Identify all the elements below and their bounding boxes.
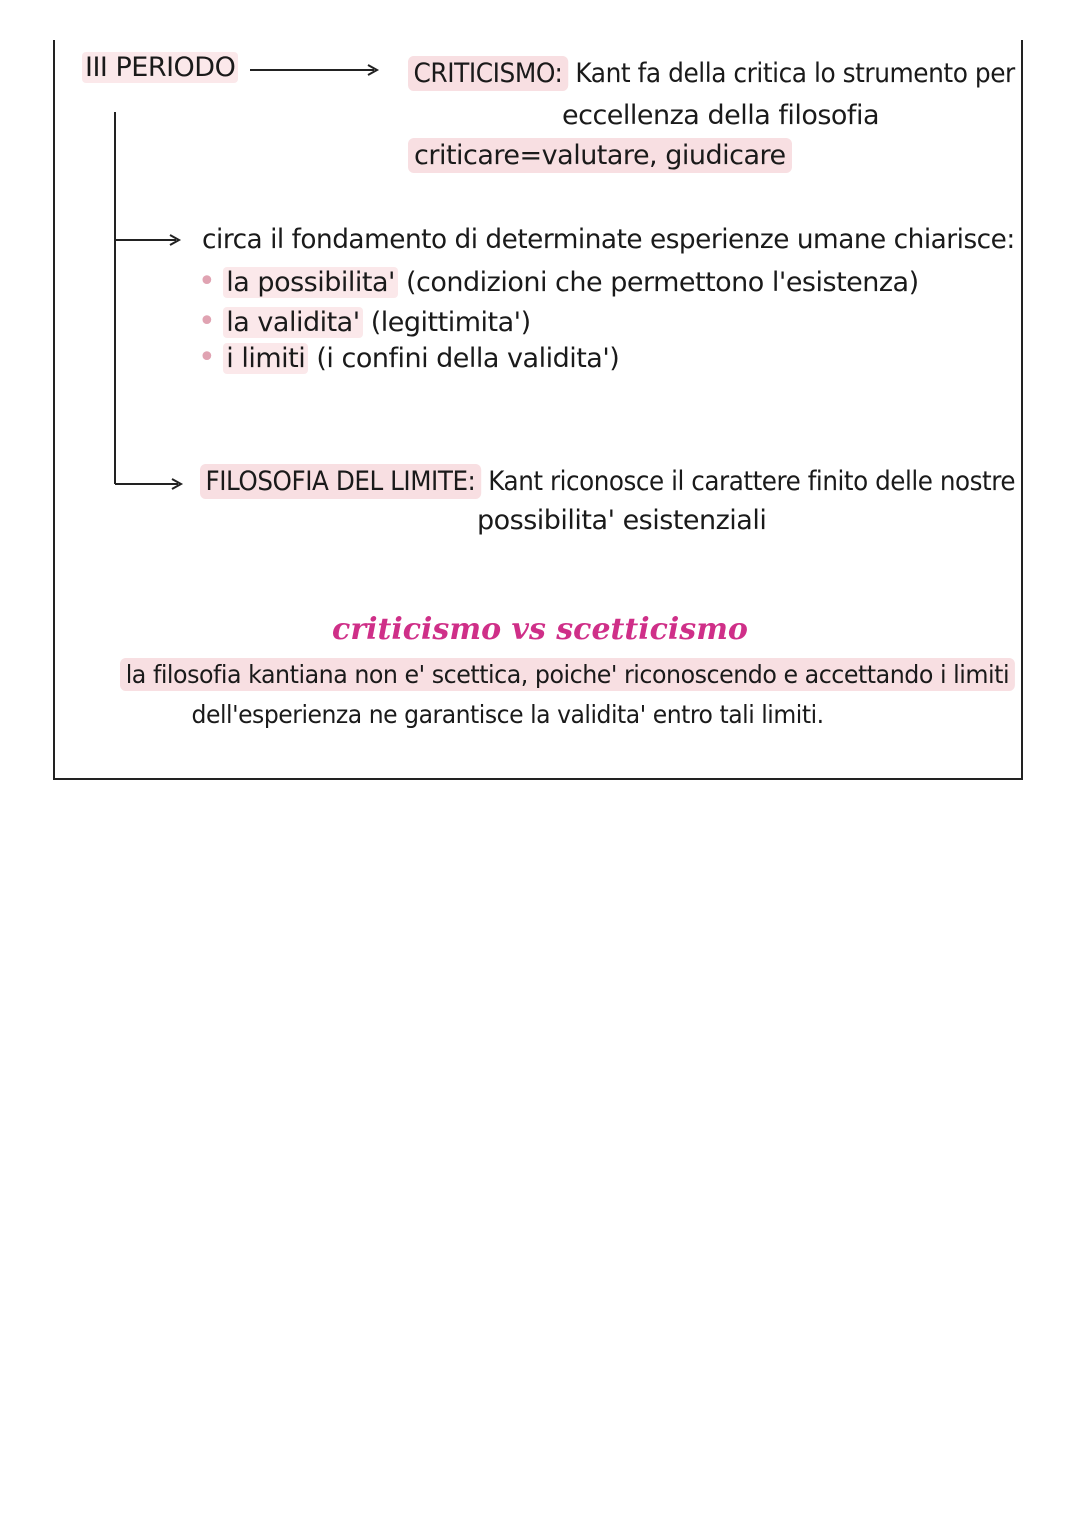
limite-line1: [200, 466, 1015, 497]
fondamento-intro: circa il fondamento di determinate esperienze umane chiarisce:: [202, 224, 1015, 255]
criticismo-definition-2: eccellenza della filosofia: [562, 100, 879, 131]
criticismo-synonym: criticare=valutare, giudicare: [408, 140, 792, 171]
period-label: III PERIODO: [82, 52, 238, 83]
limite-term: FILOSOFIA DEL LIMITE:: [200, 464, 481, 499]
fondamento-item: • la possibilita' (condizioni che permettono l'esistenza): [198, 264, 919, 299]
bullet-icon: •: [198, 264, 216, 299]
criticismo-term: CRITICISMO:: [408, 56, 568, 91]
limite-definition-2: possibilita' esistenziali: [477, 505, 767, 536]
comparison-title: criticismo vs scetticismo: [332, 612, 748, 647]
comparison-line1: la filosofia kantiana non e' scettica, poiche' riconoscendo e accettando i limiti: [120, 660, 1015, 689]
criticismo-definition-1: Kant fa della critica lo strumento per: [575, 58, 1015, 89]
criticismo-line1: [408, 58, 1015, 89]
limite-definition-1: Kant riconosce il carattere finito delle nostre: [488, 466, 1016, 497]
bullet-icon: •: [198, 340, 216, 375]
comparison-line2: dell'esperienza ne garantisce la validita' entro tali limiti.: [191, 700, 824, 729]
fondamento-item: • la validita' (legittimita'): [198, 304, 531, 339]
fondamento-item: • i limiti (i confini della validita'): [198, 340, 620, 375]
bullet-icon: •: [198, 304, 216, 339]
